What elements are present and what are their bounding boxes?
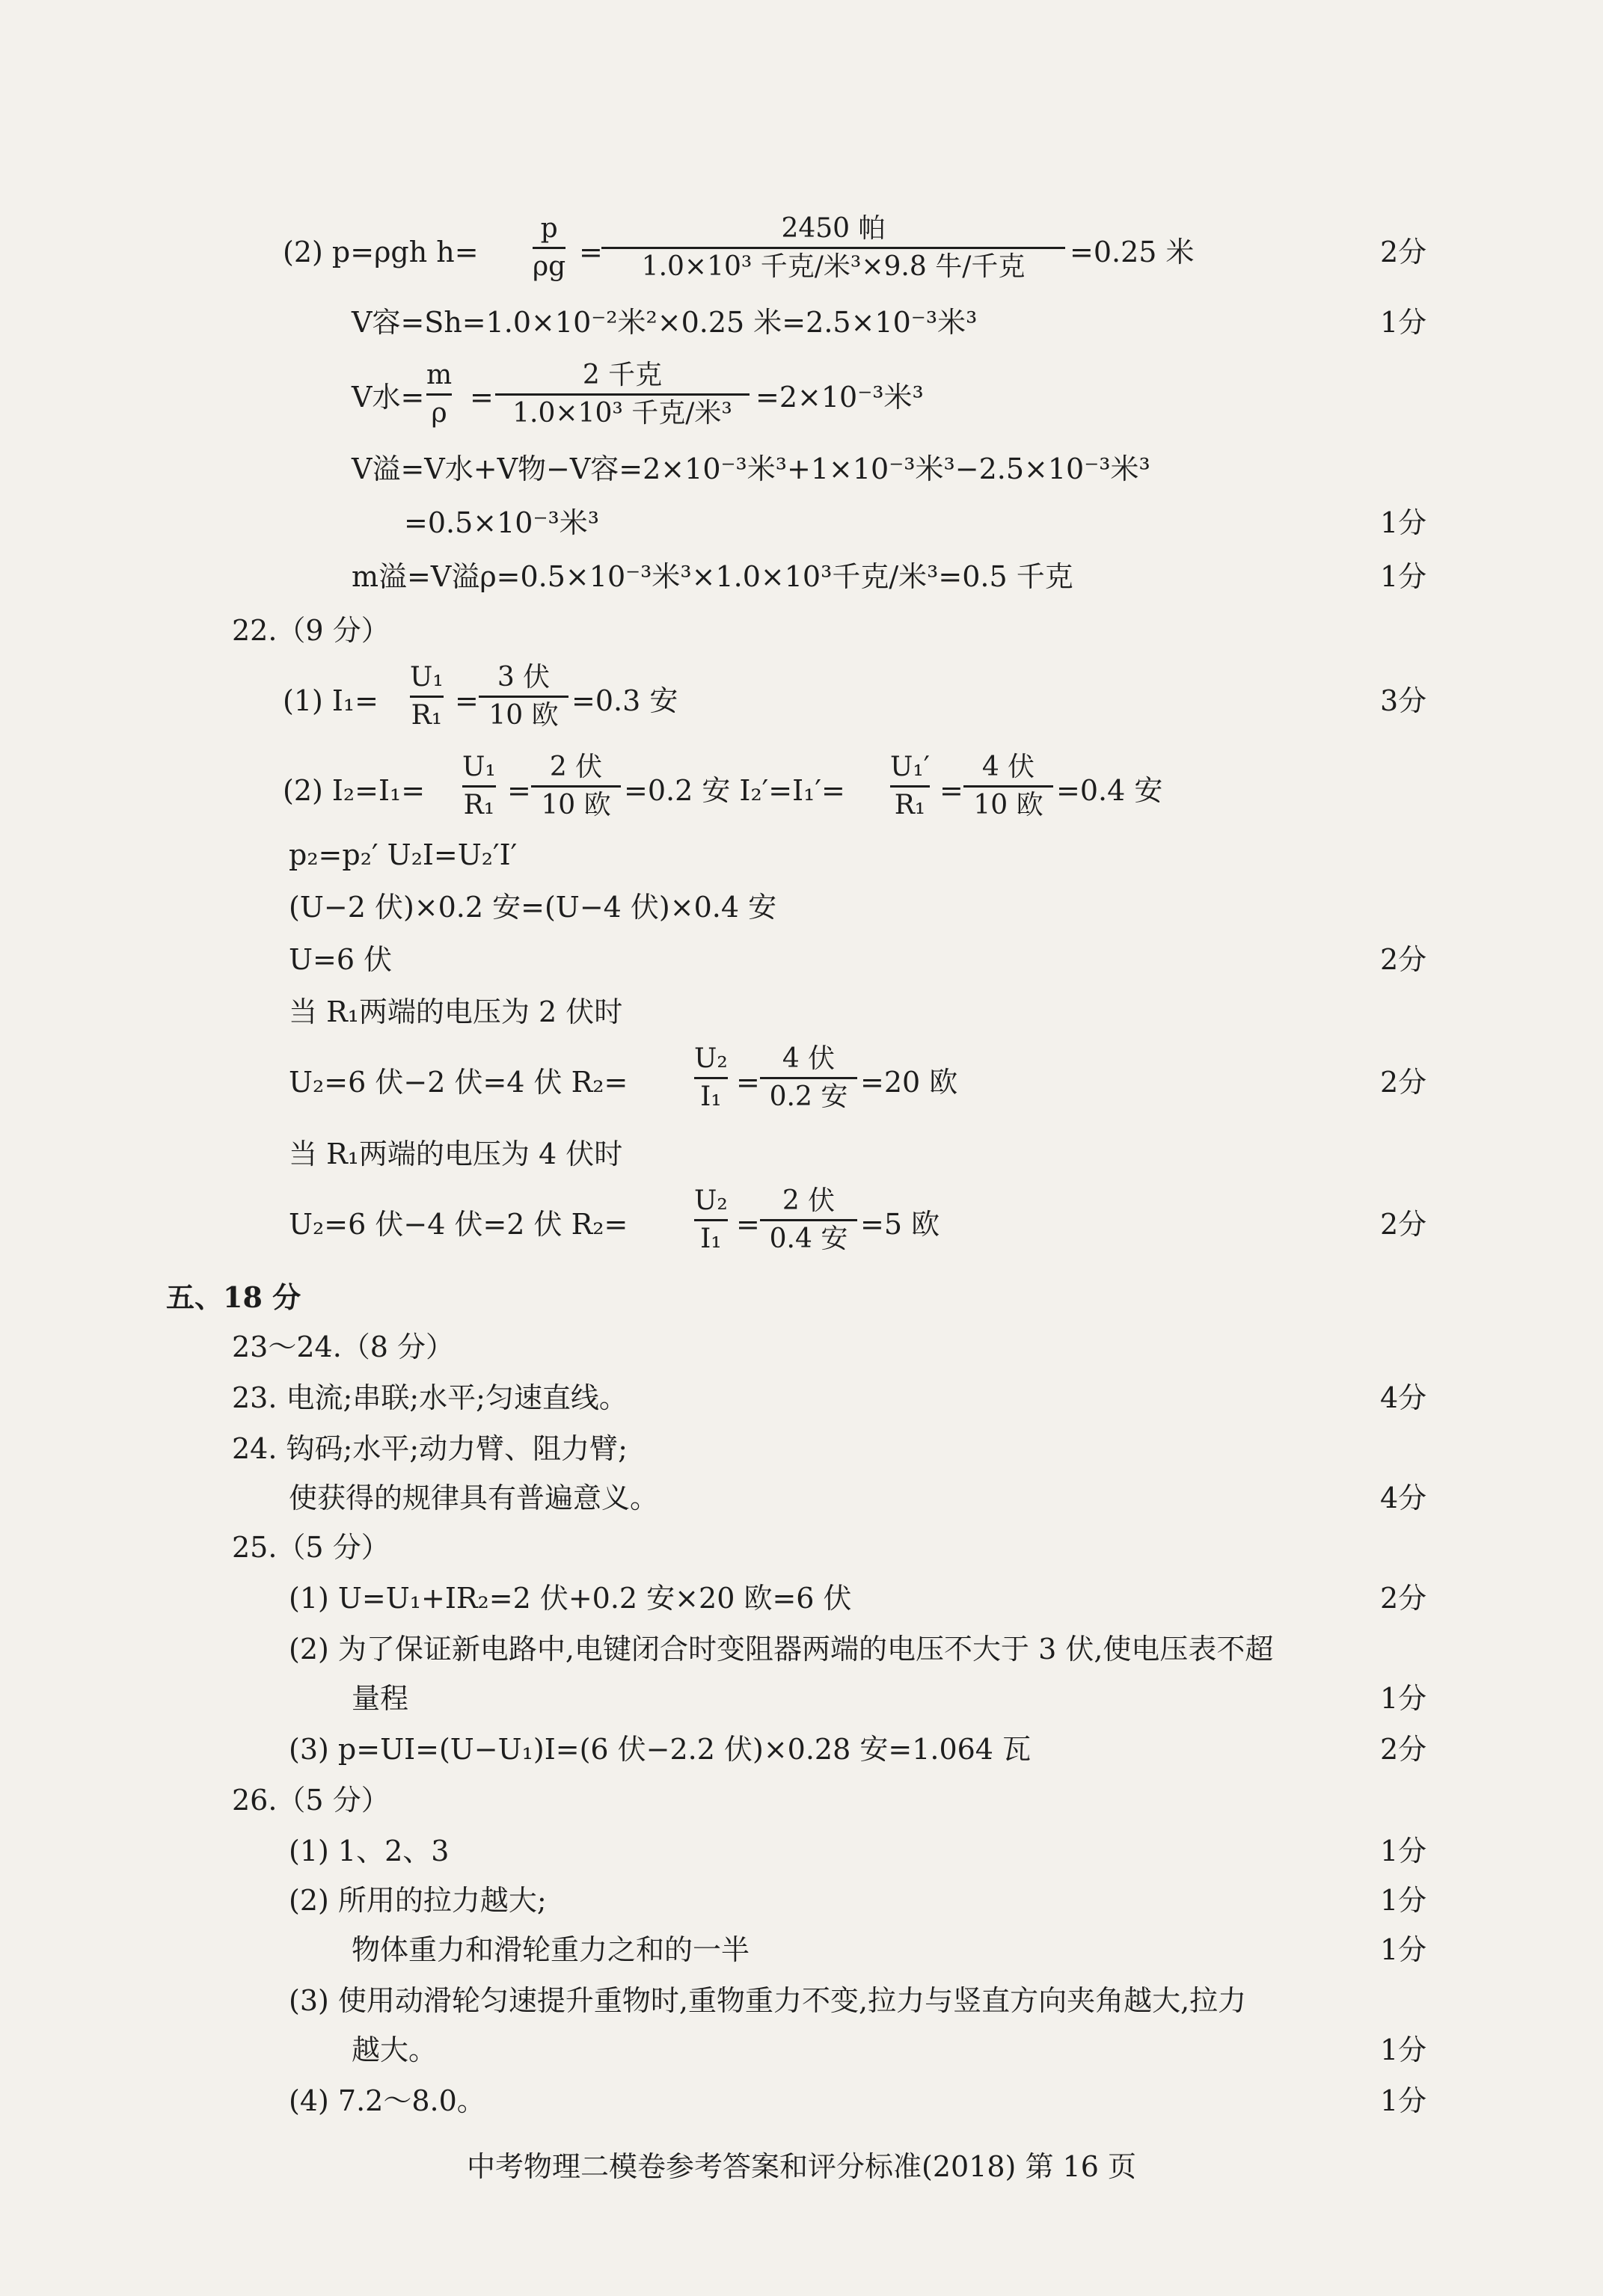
question-23-answer: 23. 电流;串联;水平;匀速直线。 xyxy=(232,1381,628,1414)
q22-line8: 当 R₁两端的电压为 4 伏时 xyxy=(289,1138,623,1170)
fraction-numerator: m xyxy=(426,360,453,390)
q22-line7-result: =20 欧 xyxy=(860,1066,958,1099)
fraction-mass-density xyxy=(426,362,452,427)
q26-part3-cont: 越大。 xyxy=(352,2033,438,2066)
fraction-numerator: p xyxy=(540,213,558,244)
fraction-numerator: 4 伏 xyxy=(782,1043,836,1074)
q22-part1-lead: (1) I₁= xyxy=(283,684,378,717)
equals-sign: = xyxy=(455,684,479,717)
equals-sign: = xyxy=(470,381,494,414)
fraction-denominator: R₁ xyxy=(411,700,443,731)
q21-line3-lead: V水= xyxy=(352,381,425,414)
fraction-numerator: 2 伏 xyxy=(549,752,603,782)
fraction-denominator: ρg xyxy=(533,251,566,282)
fraction-numerator: U₁ xyxy=(462,752,496,782)
q25-part3: (3) p=UI=(U−U₁)I=(6 伏−2.2 伏)×0.28 安=1.064 瓦 xyxy=(289,1733,1032,1766)
fraction-bar xyxy=(462,785,496,788)
fraction-numerator: U₁ xyxy=(410,662,444,693)
fraction-u2-i1 xyxy=(694,1043,728,1112)
q26-part2-cont: 物体重力和滑轮重力之和的一半 xyxy=(352,1933,750,1966)
q22-part2-lead: (2) I₂=I₁= xyxy=(283,774,426,807)
fraction-u2-i1 xyxy=(694,1185,728,1254)
fraction-bar xyxy=(963,785,1053,788)
equals-sign: = xyxy=(507,774,531,807)
fraction-numerator: U₂ xyxy=(694,1185,728,1216)
fraction-values xyxy=(531,754,621,819)
q22-part2-middle: =0.2 安 I₂′=I₁′= xyxy=(624,774,845,807)
q26-part1: (1) 1、2、3 xyxy=(289,1835,450,1867)
fraction-u1-r1 xyxy=(410,664,444,729)
fraction-h xyxy=(533,215,566,280)
fraction-denominator: 10 欧 xyxy=(973,790,1043,820)
fraction-numerator: 2 伏 xyxy=(782,1185,836,1216)
fraction-denominator: R₁ xyxy=(894,790,926,820)
question-26-heading: 26.（5 分） xyxy=(232,1784,390,1817)
question-24-answer: 24. 钩码;水平;动力臂、阻力臂; xyxy=(232,1432,628,1465)
fraction-values xyxy=(760,1185,857,1254)
fraction-bar xyxy=(531,785,621,788)
q21-line1-result: =0.25 米 xyxy=(1070,236,1195,268)
fraction-bar xyxy=(890,785,930,788)
fraction-bar xyxy=(410,696,444,698)
page-footer: 中考物理二模卷参考答案和评分标准(2018) 第 16 页 xyxy=(467,2150,1136,2183)
score-label: 1分 xyxy=(1380,2033,1427,2066)
score-label: 4分 xyxy=(1380,1381,1427,1414)
q22-part2-result: =0.4 安 xyxy=(1056,774,1163,807)
equals-sign: = xyxy=(579,236,603,268)
q21-line3-result: =2×10⁻³米³ xyxy=(755,381,924,414)
score-label: 1分 xyxy=(1380,1835,1427,1867)
fraction-numerator: 3 伏 xyxy=(497,662,551,693)
score-label: 1分 xyxy=(1380,1933,1427,1966)
score-label: 1分 xyxy=(1380,506,1427,539)
equals-sign: = xyxy=(940,774,963,807)
fraction-denominator: 0.4 安 xyxy=(769,1224,848,1254)
q21-line6: m溢=V溢ρ=0.5×10⁻³米³×1.0×10³千克/米³=0.5 千克 xyxy=(352,560,1073,593)
fraction-bar xyxy=(495,393,750,396)
fraction-u1prime-r1 xyxy=(890,754,930,819)
q21-line5: =0.5×10⁻³米³ xyxy=(404,506,599,539)
fraction-denominator: 0.2 安 xyxy=(769,1081,848,1112)
fraction-bar xyxy=(694,1077,728,1079)
score-label: 2分 xyxy=(1380,1208,1427,1241)
q26-part2: (2) 所用的拉力越大; xyxy=(289,1884,547,1917)
score-label: 1分 xyxy=(1380,560,1427,593)
fraction-pressure xyxy=(601,215,1065,280)
score-label: 2分 xyxy=(1380,1582,1427,1615)
fraction-bar xyxy=(760,1077,857,1079)
q21-line2: V容=Sh=1.0×10⁻²米²×0.25 米=2.5×10⁻³米³ xyxy=(352,306,978,339)
fraction-numerator: 2 千克 xyxy=(582,360,663,390)
fraction-bar xyxy=(426,393,452,396)
equals-sign: = xyxy=(736,1066,760,1099)
score-label: 3分 xyxy=(1380,684,1427,717)
fraction-water-volume xyxy=(495,362,750,427)
fraction-denominator: 10 欧 xyxy=(541,790,611,820)
score-label: 1分 xyxy=(1380,1682,1427,1715)
fraction-numerator: 4 伏 xyxy=(981,752,1035,782)
fraction-numerator: U₁′ xyxy=(890,752,930,782)
fraction-values xyxy=(963,754,1053,819)
q26-part3: (3) 使用动滑轮匀速提升重物时,重物重力不变,拉力与竖直方向夹角越大,拉力 xyxy=(289,1984,1247,2017)
score-label: 2分 xyxy=(1380,1066,1427,1099)
score-label: 2分 xyxy=(1380,943,1427,976)
q22-line4: (U−2 伏)×0.2 安=(U−4 伏)×0.4 安 xyxy=(289,891,777,924)
sec5-line1: 23～24.（8 分） xyxy=(232,1330,455,1363)
fraction-values xyxy=(760,1043,857,1112)
question-22-heading: 22.（9 分） xyxy=(232,614,390,647)
fraction-numerator: U₂ xyxy=(694,1043,728,1074)
q22-line9-lead: U₂=6 伏−4 伏=2 伏 R₂= xyxy=(289,1208,628,1241)
fraction-denominator: 1.0×10³ 千克/米³×9.8 牛/千克 xyxy=(641,251,1026,282)
fraction-u1-r1 xyxy=(462,754,496,819)
fraction-denominator: 10 欧 xyxy=(488,700,559,731)
fraction-bar xyxy=(601,247,1065,249)
fraction-bar xyxy=(694,1219,728,1221)
fraction-numerator: 2450 帕 xyxy=(781,213,886,244)
q22-line9-result: =5 欧 xyxy=(860,1208,940,1241)
score-label: 2分 xyxy=(1380,1733,1427,1766)
fraction-denominator: 1.0×10³ 千克/米³ xyxy=(512,398,732,429)
q22-line6: 当 R₁两端的电压为 2 伏时 xyxy=(289,995,623,1028)
fraction-denominator: ρ xyxy=(431,398,447,429)
fraction-denominator: R₁ xyxy=(463,790,495,820)
section-5-heading: 五、18 分 xyxy=(166,1280,301,1314)
q25-part1: (1) U=U₁+IR₂=2 伏+0.2 安×20 欧=6 伏 xyxy=(289,1582,852,1615)
score-label: 2分 xyxy=(1380,236,1427,268)
score-label: 1分 xyxy=(1380,306,1427,339)
q25-part2-cont: 量程 xyxy=(352,1682,409,1715)
q26-part4: (4) 7.2～8.0。 xyxy=(289,2084,485,2117)
q25-part2: (2) 为了保证新电路中,电键闭合时变阻器两端的电压不大于 3 伏,使电压表不超 xyxy=(289,1633,1274,1666)
fraction-denominator: I₁ xyxy=(700,1081,722,1112)
q22-line5: U=6 伏 xyxy=(289,943,393,976)
q21-line4: V溢=V水+V物−V容=2×10⁻³米³+1×10⁻³米³−2.5×10⁻³米³ xyxy=(352,452,1150,485)
question-24-answer-cont: 使获得的规律具有普遍意义。 xyxy=(289,1482,659,1514)
fraction-values xyxy=(479,664,568,729)
q22-line7-lead: U₂=6 伏−2 伏=4 伏 R₂= xyxy=(289,1066,628,1099)
q22-line3: p₂=p₂′ U₂I=U₂′I′ xyxy=(289,838,518,871)
fraction-denominator: I₁ xyxy=(700,1224,722,1254)
fraction-bar xyxy=(533,247,566,249)
fraction-bar xyxy=(760,1219,857,1221)
score-label: 4分 xyxy=(1380,1482,1427,1514)
q21-line1-lead: (2) p=ρgh h= xyxy=(283,236,479,268)
equals-sign: = xyxy=(736,1208,760,1241)
fraction-bar xyxy=(479,696,568,698)
score-label: 1分 xyxy=(1380,2084,1427,2117)
q22-part1-result: =0.3 安 xyxy=(571,684,678,717)
score-label: 1分 xyxy=(1380,1884,1427,1917)
question-25-heading: 25.（5 分） xyxy=(232,1531,390,1564)
